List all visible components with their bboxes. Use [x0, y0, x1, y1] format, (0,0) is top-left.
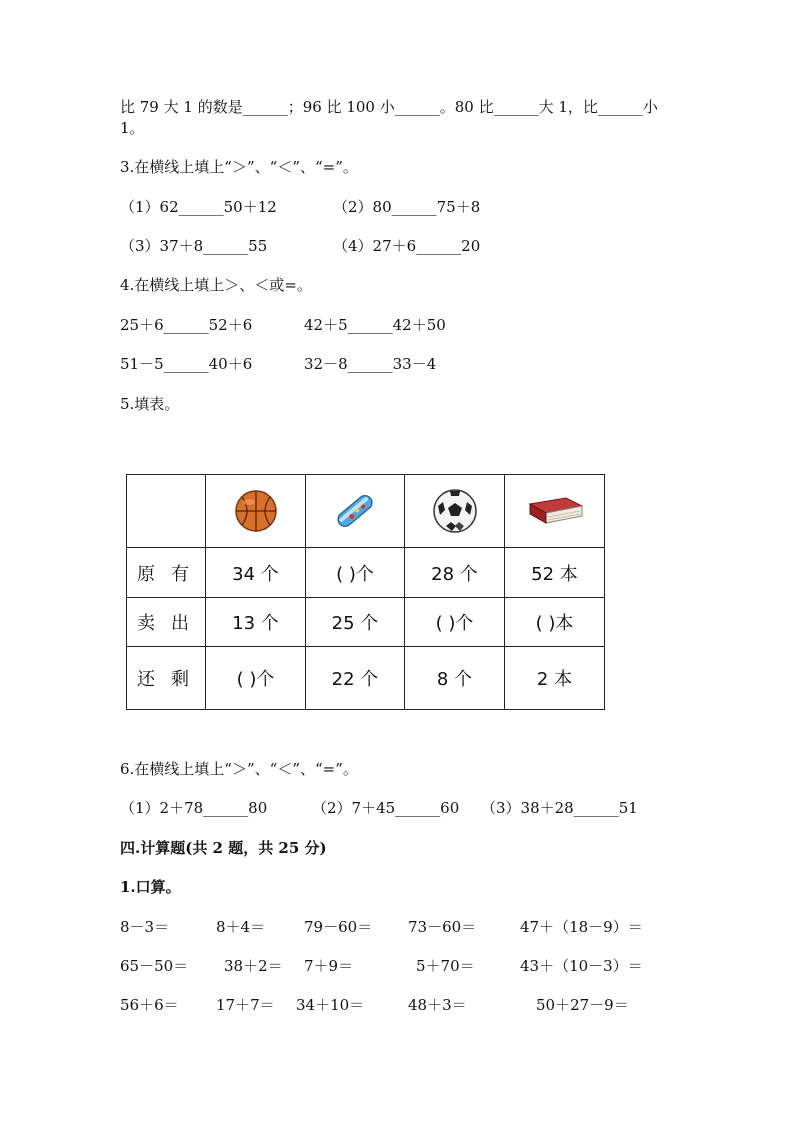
calc-item: 48＋3＝ — [408, 996, 467, 1014]
table-cell: 34 个 — [206, 548, 306, 598]
q6-title: 6.在横线上填上“＞”、“＜”、“=”。 — [120, 760, 358, 778]
calc-item: 7＋9＝ — [304, 957, 354, 975]
calc-item: 65－50＝ — [120, 957, 189, 975]
calc-item: 73－60＝ — [408, 918, 477, 936]
soccer-ball-icon — [432, 488, 478, 534]
table-cell: ( )个 — [306, 548, 405, 598]
calc-item: 17＋7＝ — [216, 996, 275, 1014]
calc-item: 8－3＝ — [120, 918, 170, 936]
q4-title: 4.在横线上填上＞、＜或=。 — [120, 276, 312, 294]
row-label: 原有 — [127, 548, 206, 598]
calc-item: 8＋4＝ — [216, 918, 266, 936]
table-row — [127, 548, 605, 598]
basketball-icon — [234, 489, 278, 533]
row-label: 还剩 — [127, 647, 206, 710]
table-icon-cell — [306, 475, 405, 548]
table-icon-cell — [405, 475, 505, 548]
q4-item: 51－5______40＋6 — [120, 355, 253, 373]
table-cell: 2 本 — [505, 647, 605, 710]
table-cell: ( )个 — [405, 598, 505, 647]
table-icon-cell — [505, 475, 605, 548]
q5-title: 5.填表。 — [120, 395, 180, 413]
q4-item: 42＋5______42＋50 — [304, 316, 446, 334]
q3-item: （3）37＋8______55 — [120, 237, 268, 255]
fill-table — [126, 474, 605, 710]
table-cell: 25 个 — [306, 598, 405, 647]
q6-item: （1）2＋78______80 — [120, 799, 268, 817]
q4-item: 25＋6______52＋6 — [120, 316, 253, 334]
table-corner-cell — [127, 475, 206, 548]
q3-item: （2）80______75＋8 — [333, 198, 481, 216]
calc-item: 5＋70＝ — [416, 957, 475, 975]
q6-item: （2）7＋45______60 — [312, 799, 460, 817]
calc-item: 47＋（18－9）＝ — [520, 918, 643, 936]
table-cell: ( )个 — [206, 647, 306, 710]
calc-item: 43＋（10－3）＝ — [520, 957, 643, 975]
calc-item: 50＋27－9＝ — [536, 996, 629, 1014]
table-row-icons — [127, 475, 605, 548]
q1-title: 1.口算。 — [120, 878, 181, 896]
q6-item: （3）38＋28______51 — [481, 799, 638, 817]
calc-item: 38＋2＝ — [224, 957, 283, 975]
table-cell: 22 个 — [306, 647, 405, 710]
row-label: 卖出 — [127, 598, 206, 647]
table-icon-cell — [206, 475, 306, 548]
q3-title: 3.在横线上填上“＞”、“＜”、“=”。 — [120, 158, 358, 176]
q4-item: 32－8______33－4 — [304, 355, 437, 373]
table-cell: ( )本 — [505, 598, 605, 647]
intro-line-1: 比 79 大 1 的数是______；96 比 100 小______。80 比______大 1，比______小 — [120, 98, 658, 116]
table-cell: 8 个 — [405, 647, 505, 710]
pencil-case-icon — [333, 491, 377, 531]
table-row — [127, 598, 605, 647]
calc-item: 79－60＝ — [304, 918, 373, 936]
intro-line-2: 1。 — [120, 119, 145, 137]
table-cell: 52 本 — [505, 548, 605, 598]
section-heading: 四.计算题(共 2 题，共 25 分) — [120, 839, 327, 857]
table-cell: 28 个 — [405, 548, 505, 598]
table-row — [127, 647, 605, 710]
table-cell: 13 个 — [206, 598, 306, 647]
book-icon — [526, 494, 584, 528]
q3-item: （1）62______50＋12 — [120, 198, 277, 216]
q3-item: （4）27＋6______20 — [333, 237, 481, 255]
calc-item: 56＋6＝ — [120, 996, 179, 1014]
calc-item: 34＋10＝ — [296, 996, 365, 1014]
